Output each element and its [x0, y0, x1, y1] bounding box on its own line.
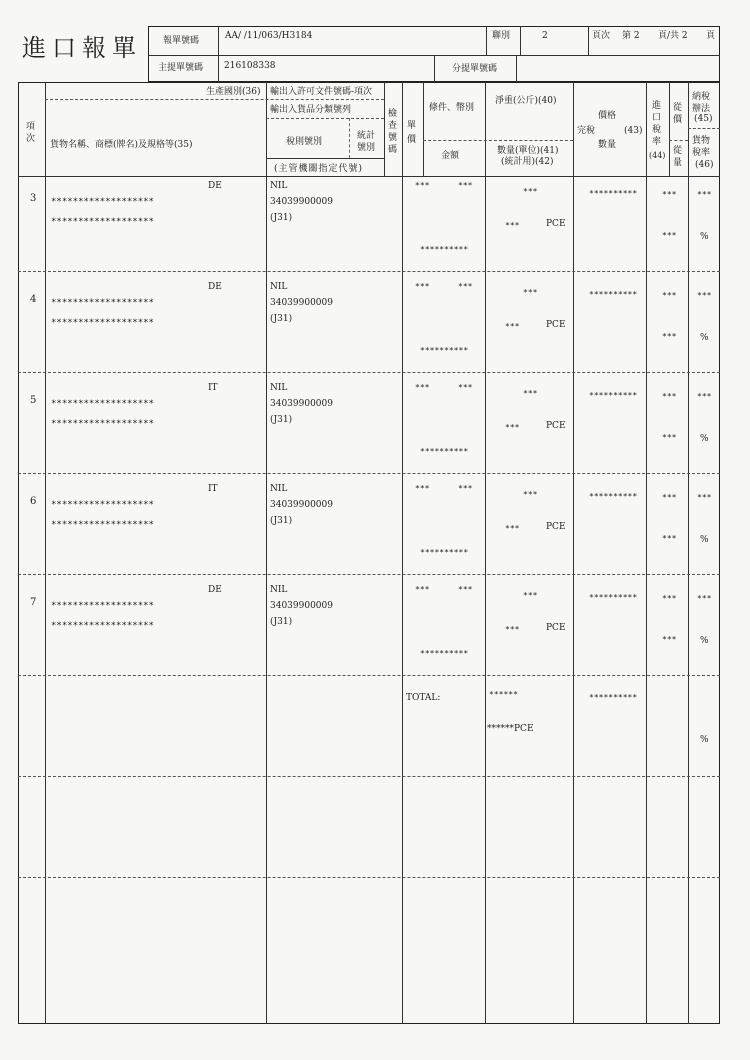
item-quantity-unit: PCE — [546, 320, 566, 330]
item-import-duty-rate: *** — [662, 291, 677, 300]
item-quantity-unit: PCE — [546, 421, 566, 431]
item-description-line-1: ******************* — [51, 399, 154, 409]
item-commodity-tax-percent: % — [700, 232, 709, 242]
item-quantity-unit: PCE — [546, 522, 566, 532]
col-stat-qty: (統計用)(42) — [501, 157, 554, 167]
item-import-duty-rate: *** — [662, 594, 677, 603]
col-description: 貨物名稱、商標(牌名)及規格等(35) — [50, 140, 193, 150]
col-import-duty-rate: 進口稅率 — [652, 101, 662, 147]
item-import-duty-specific: *** — [662, 231, 677, 240]
item-tariff-no: 34039900009 — [270, 197, 333, 207]
total-label: TOTAL: — [406, 693, 441, 703]
item-commodity-tax: *** — [697, 291, 712, 300]
master-bl-value: 216108338 — [224, 61, 276, 71]
item-item-no: 3 — [30, 193, 37, 204]
item-origin-country: IT — [208, 484, 218, 494]
col-commodity-tax-no: (46) — [695, 160, 714, 170]
item-import-duty-specific: *** — [662, 635, 677, 644]
item-description-line-2: ******************* — [51, 318, 154, 328]
item-commodity-tax: *** — [697, 594, 712, 603]
form-title: 進口報單 — [22, 34, 142, 62]
item-net-weight: *** — [523, 187, 538, 196]
col-commodity-tax: 貨物稅率 — [692, 136, 711, 158]
page-label: 頁次 — [592, 31, 611, 41]
house-bl-label: 分提單號碼 — [452, 64, 498, 74]
item-currency-amount: *** — [458, 484, 473, 493]
item-duty-paying-value: ********** — [589, 492, 638, 501]
item-currency-amount: *** — [458, 282, 473, 291]
total-qty: ******PCE — [487, 724, 534, 734]
col-ad-valorem: 從價 — [673, 103, 683, 125]
item-currency-amount: *** — [458, 181, 473, 190]
total-value: ********** — [589, 693, 638, 702]
col-permit-no: 輸出入許可文件號碼-項次 — [270, 87, 373, 97]
item-description-line-1: ******************* — [51, 298, 154, 308]
col-value-no: (43) — [624, 126, 643, 136]
col-item-no: 項次 — [26, 122, 36, 144]
item-quantity: *** — [505, 423, 520, 432]
item-amount: ********** — [420, 548, 469, 557]
item-commodity-tax-percent: % — [700, 333, 709, 343]
col-origin-country: 生產國別(36) — [206, 87, 261, 97]
item-quantity: *** — [505, 625, 520, 634]
item-origin-country: DE — [208, 585, 222, 595]
item-origin-country: DE — [208, 181, 222, 191]
master-bl-label: 主提單號碼 — [158, 63, 204, 73]
copy-label: 聯別 — [492, 31, 511, 41]
item-item-no: 7 — [30, 597, 37, 608]
declaration-no-value: AA/ /11/063/H3184 — [225, 31, 313, 41]
item-net-weight: *** — [523, 389, 538, 398]
page-total: 頁/共 2 — [658, 31, 688, 41]
item-quantity: *** — [505, 221, 520, 230]
item-origin-country: DE — [208, 282, 222, 292]
item-description-line-2: ******************* — [51, 520, 154, 530]
item-tariff-no: 34039900009 — [270, 500, 333, 510]
page-current: 第 2 — [622, 31, 640, 41]
item-description-line-2: ******************* — [51, 621, 154, 631]
col-amount: 金額 — [441, 151, 460, 161]
item-import-duty-specific: *** — [662, 534, 677, 543]
item-description-line-2: ******************* — [51, 217, 154, 227]
col-unit-price: 單價 — [407, 121, 417, 145]
item-commodity-tax: *** — [697, 493, 712, 502]
item-tariff-no: 34039900009 — [270, 298, 333, 308]
item-import-duty-rate: *** — [662, 190, 677, 199]
item-currency-amount: *** — [458, 383, 473, 392]
item-authority-code: (J31) — [270, 516, 293, 526]
item-item-no: 6 — [30, 496, 37, 507]
col-goods-class: 輸出入貨品分類號列 — [270, 105, 352, 115]
item-amount: ********** — [420, 649, 469, 658]
item-net-weight: *** — [523, 288, 538, 297]
item-quantity-unit: PCE — [546, 623, 566, 633]
item-unit-price: *** — [415, 484, 430, 493]
item-quantity: *** — [505, 524, 520, 533]
col-tariff-no: 稅則號別 — [286, 137, 323, 147]
col-import-duty-no: (44) — [649, 151, 666, 160]
item-permit-no: NIL — [270, 484, 288, 494]
item-amount: ********** — [420, 346, 469, 355]
item-import-duty-specific: *** — [662, 433, 677, 442]
item-duty-paying-value: ********** — [589, 593, 638, 602]
item-amount: ********** — [420, 447, 469, 456]
copy-value: 2 — [542, 31, 548, 41]
item-description-line-2: ******************* — [51, 419, 154, 429]
item-unit-price: *** — [415, 383, 430, 392]
item-import-duty-rate: *** — [662, 493, 677, 502]
item-permit-no: NIL — [270, 585, 288, 595]
col-terms-currency: 條件、幣別 — [429, 103, 475, 113]
item-description-line-1: ******************* — [51, 500, 154, 510]
col-tax-method: 納稅辦法 — [692, 92, 711, 114]
page-suffix: 頁 — [706, 31, 716, 41]
col-duty-paying: 完稅 — [577, 126, 596, 136]
item-duty-paying-value: ********** — [589, 391, 638, 400]
col-quantity: 數量(單位)(41) — [497, 146, 559, 156]
col-stat-no: 統計號別 — [357, 131, 376, 153]
item-authority-code: (J31) — [270, 415, 293, 425]
item-commodity-tax-percent: % — [700, 535, 709, 545]
declaration-no-label: 報單號碼 — [163, 36, 200, 46]
item-import-duty-specific: *** — [662, 332, 677, 341]
item-commodity-tax: *** — [697, 190, 712, 199]
item-permit-no: NIL — [270, 181, 288, 191]
item-net-weight: *** — [523, 490, 538, 499]
item-commodity-tax-percent: % — [700, 636, 709, 646]
item-authority-code: (J31) — [270, 213, 293, 223]
item-item-no: 4 — [30, 294, 37, 305]
item-authority-code: (J31) — [270, 314, 293, 324]
item-duty-paying-value: ********** — [589, 189, 638, 198]
item-permit-no: NIL — [270, 282, 288, 292]
col-tax-method-no: (45) — [694, 114, 713, 124]
item-amount: ********** — [420, 245, 469, 254]
item-net-weight: *** — [523, 591, 538, 600]
item-description-line-1: ******************* — [51, 197, 154, 207]
total-weight: ****** — [489, 690, 518, 699]
item-tariff-no: 34039900009 — [270, 601, 333, 611]
col-specific: 從量 — [673, 146, 683, 168]
col-inspection: 檢查號碼 — [388, 109, 398, 155]
item-item-no: 5 — [30, 395, 37, 406]
item-permit-no: NIL — [270, 383, 288, 393]
col-value-label: 價格 — [598, 111, 617, 121]
total-tax: % — [700, 735, 709, 745]
item-quantity: *** — [505, 322, 520, 331]
col-qty-label: 數量 — [598, 140, 617, 150]
item-tariff-no: 34039900009 — [270, 399, 333, 409]
item-quantity-unit: PCE — [546, 219, 566, 229]
col-net-weight: 淨重(公斤)(40) — [495, 96, 557, 106]
item-commodity-tax-percent: % — [700, 434, 709, 444]
item-authority-code: (J31) — [270, 617, 293, 627]
item-unit-price: *** — [415, 585, 430, 594]
item-origin-country: IT — [208, 383, 218, 393]
item-currency-amount: *** — [458, 585, 473, 594]
item-unit-price: *** — [415, 181, 430, 190]
item-import-duty-rate: *** — [662, 392, 677, 401]
item-unit-price: *** — [415, 282, 430, 291]
item-duty-paying-value: ********** — [589, 290, 638, 299]
col-authority-code: (主管機關指定代號) — [274, 164, 364, 174]
item-commodity-tax: *** — [697, 392, 712, 401]
item-description-line-1: ******************* — [51, 601, 154, 611]
